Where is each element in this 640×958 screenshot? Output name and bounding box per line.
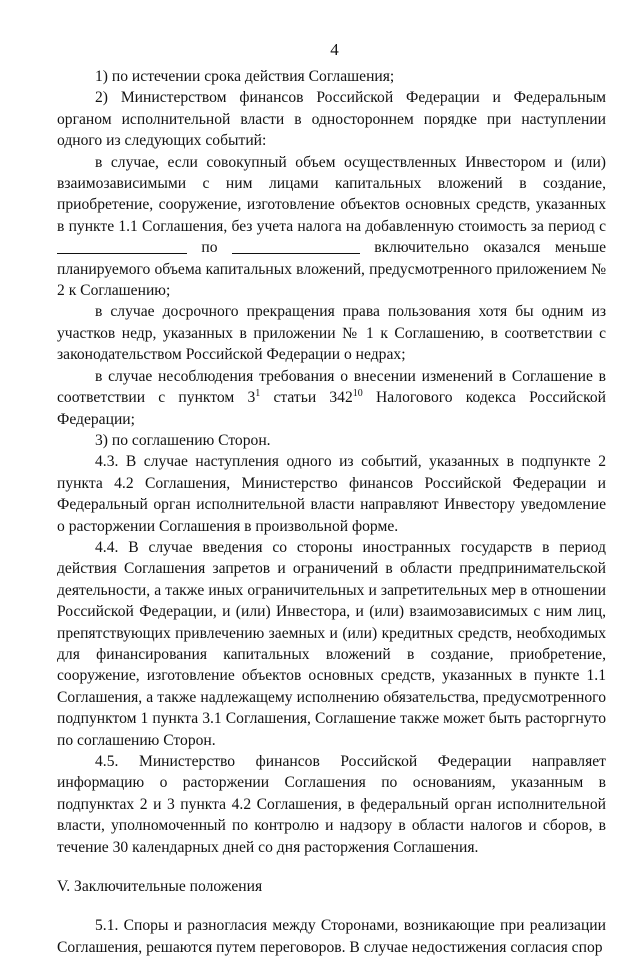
date-to-blank bbox=[232, 239, 360, 254]
paragraph-tax-code-text-a: в случае несоблюдения требования о внесении изменений в Соглашение в соответствии с пунктом 3 bbox=[57, 367, 606, 407]
paragraph-capital-investment bbox=[57, 152, 606, 302]
spacer bbox=[57, 897, 606, 915]
superscript-10: 10 bbox=[352, 388, 363, 400]
paragraph-4-5: 4.5. Министерство финансов Российской Федерации направляет информацию о расторжении Соглашения по основаниям, указанным в подпунктах 2 и 3 пункта 4.2 Соглашения, в федеральный орган исполнительной власти, уполномоченный по контролю и надзору в области налогов и сборов, в течение 30 календарных дней со дня расторжения Соглашения. bbox=[57, 753, 606, 856]
paragraph-capital-investment-text-c: включительно оказался меньше планируемого объема капитальных вложений, предусмотренного приложением № 2 к Соглашению; bbox=[57, 239, 606, 300]
page-number: 4 bbox=[330, 40, 339, 59]
paragraph-capital-investment-text-b: по bbox=[201, 239, 218, 257]
paragraph-4-4: 4.4. В случае введения со стороны иностранных государств в период действия Соглашения запретов и ограничений в области предпринимательской деятельности, а также иных ограничительных и запретительных мер в отношении Российской Федерации, и (или) Инвестора, и (или) взаимозависимых с ним лиц, препятствующих привлечению заемных и (или) кредитных средств, необходимых для финансирования капитальных вложений в создание, приобретение, сооружение, изготовление объектов основных средств, указанных в пункте 1.1 Соглашения, а также надлежащему исполнению обязательства, предусмотренного подпунктом 1 пункта 3.1 Соглашения, Соглашение также может быть расторгнуто по соглашению Сторон. bbox=[57, 538, 606, 749]
paragraph-item-1: 1) по истечении срока действия Соглашения; bbox=[95, 68, 395, 85]
paragraph-item-2: 2) Министерством финансов Российской Федерации и Федеральным органом исполнительной власти в одностороннем порядке при наступлении одного из следующих событий: bbox=[57, 89, 606, 150]
paragraph-tax-code-text-c: Налогового кодекса Российской Федерации; bbox=[57, 389, 606, 428]
superscript-1: 1 bbox=[255, 388, 261, 400]
paragraph-tax-code bbox=[57, 366, 606, 430]
paragraph-4-3: 4.3. В случае наступления одного из событий, указанных в подпункте 2 пункта 4.2 Соглашения, Министерство финансов Российской Федерации и Федеральный орган исполнительной власти направляют Инвестору уведомление о расторжении Соглашения в произвольной форме. bbox=[57, 453, 606, 535]
section-title: V. Заключительные положения bbox=[57, 878, 263, 896]
spacer bbox=[57, 858, 606, 876]
date-from-blank bbox=[57, 239, 187, 254]
paragraph-subsoil-rights: в случае досрочного прекращения права пользования хотя бы одним из участков недр, указанных в приложении № 1 к Соглашению, в соответствии с законодательством Российской Федерации о недрах; bbox=[57, 303, 606, 364]
paragraph-capital-investment-text-a: в случае, если совокупный объем осуществленных Инвестором и (или) взаимозависимыми с ним лицами капитальных вложений в создание, приобретение, сооружение, изготовление объектов основных средств, указанных в пункте 1.1 Соглашения, без учета налога на добавленную стоимость за период с bbox=[57, 153, 606, 235]
paragraph-5-1: 5.1. Споры и разногласия между Сторонами, возникающие при реализации Соглашения, решаются путем переговоров. В случае недостижения согласия спор bbox=[57, 917, 606, 956]
paragraph-item-3: 3) по соглашению Сторон. bbox=[95, 431, 271, 449]
paragraph-tax-code-text-b: статьи 342 bbox=[273, 389, 353, 407]
